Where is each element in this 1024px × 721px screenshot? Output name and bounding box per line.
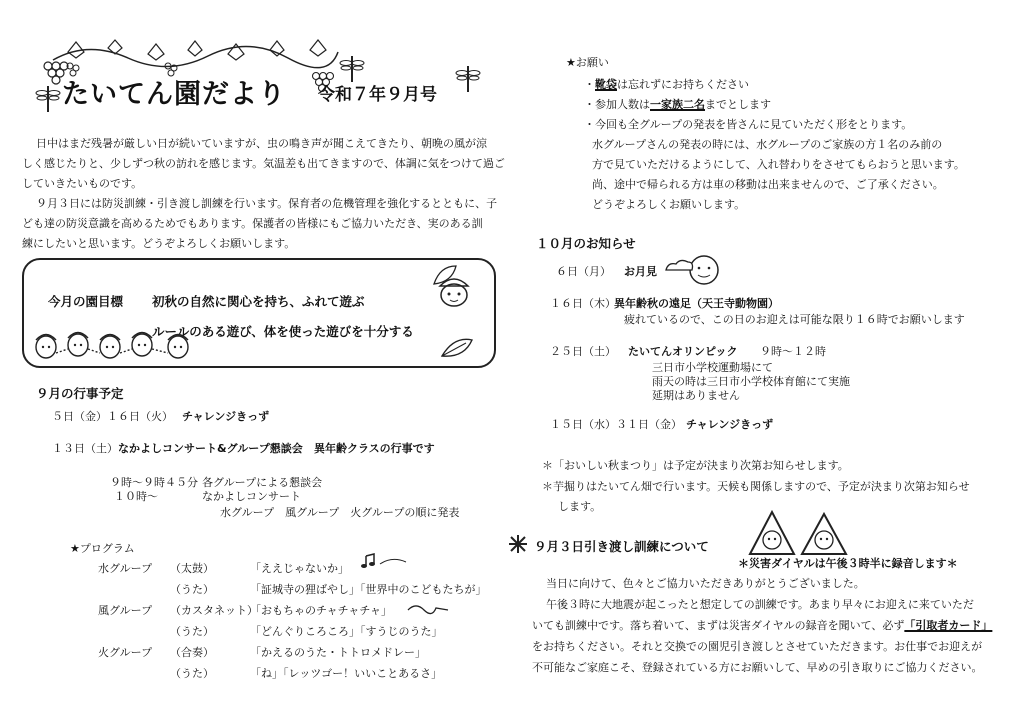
intro-line: していきたいものです。 (22, 177, 143, 190)
schedule-time: １０時～ (114, 490, 158, 503)
dragonfly-icon (456, 64, 480, 94)
october-date: １５日（水）３１日（金） (550, 418, 682, 431)
newsletter-title: たいてん園だより (62, 79, 286, 110)
october-event: チャレンジきっず (686, 418, 774, 431)
october-event: お月見 (624, 265, 657, 278)
program-songs: 「かえるのうた・トトロメドレー」 (250, 646, 426, 659)
pickup-card-label: 「引取者カード」 (904, 619, 993, 632)
october-note: 雨天の時は三日市小学校体育館にて実施 (652, 375, 850, 388)
performance-order-note: 水グループ 風グループ 火グループの順に発表 (220, 506, 460, 519)
program-kind: （太鼓） (170, 562, 214, 575)
intro-line: ９月３日には防災訓練・引き渡し訓練を行います。保育者の危機管理を強化するとともに、子 (36, 197, 498, 210)
squiggle-icon (406, 600, 452, 618)
dragonfly-icon (36, 84, 60, 114)
music-note-icon (360, 552, 410, 572)
request-item: ・靴袋は忘れずにお持ちください (584, 78, 749, 91)
program-heading: ★プログラム (70, 542, 135, 555)
program-songs: 「証城寺の狸ばやし」「世界中のこどもたちが」 (250, 583, 487, 596)
october-note: 延期はありません (652, 389, 740, 402)
goal-line-1: 初秋の自然に関心を持ち、ふれて遊ぶ (152, 294, 365, 309)
issue-date: 令和７年９月号 (318, 85, 437, 105)
program-group: 水グループ (98, 562, 153, 575)
goal-line-2: ルールのある遊び、体を使った遊びを十分する (152, 324, 414, 339)
request-line: 水グループさんの発表の時には、水グループのご家族の方１名のみ前の (592, 138, 943, 151)
schedule-time-desc: なかよしコンサート (202, 490, 301, 503)
schedule-event: チャレンジきっず (182, 410, 270, 423)
request-line: どうぞよろしくお願いします。 (592, 198, 746, 211)
drill-line: いても訓練中です。落ち着いて、まずは災害ダイヤルの録音を聞いて、必ず「引取者カード」 (532, 619, 993, 632)
intro-line: 日中はまだ残暑が厳しい日が続いていますが、虫の鳴き声が聞こえてきたり、朝晩の風が涼 (36, 137, 487, 150)
schedule-date: ５日（金）１６日（火） (52, 410, 173, 423)
october-date: ６日（月） (556, 265, 611, 278)
program-kind: （うた） (170, 583, 214, 596)
intro-line: ども達の防災意識を高めるためでもあります。保護者の皆様にもご協力いただき、実のある訓 (22, 217, 483, 230)
schedule-time-desc: 各グループによる懇談会 (202, 476, 323, 489)
program-group: 火グループ (98, 646, 153, 659)
sparkle-icon (508, 534, 528, 554)
october-footnote: ＊芋掘りはたいてん畑で行います。天候も関係しますので、予定が決まり次第お知らせ (542, 480, 970, 493)
october-note: 疲れているので、この日のお迎えは可能な限り１６時でお願いします (624, 313, 965, 326)
program-songs: 「どんぐりころころ」「すうじのうた」 (250, 625, 443, 638)
drill-line: をお持ちください。それと交換での園児引き渡しとさせていただきます。お仕事でお迎えが (532, 640, 983, 653)
october-footnote: ＊「おいしい秋まつり」は予定が決まり次第お知らせします。 (542, 459, 849, 472)
program-kind: （カスタネット） (170, 604, 258, 617)
leaf-icon (432, 264, 458, 288)
intro-line: しく感じたりと、少しずつ秋の訪れを感じます。気温差も出てきますので、体調に気をつけて過ご (22, 157, 505, 170)
leaf-icon (440, 336, 474, 360)
program-songs: 「ええじゃないか」 (250, 562, 349, 575)
requests-heading: ★お願い (566, 56, 609, 69)
program-kind: （合奏） (170, 646, 214, 659)
program-kind: （うた） (170, 667, 214, 680)
october-event: たいてんオリンピック (628, 345, 738, 358)
october-time: ９時～１２時 (760, 345, 826, 358)
disaster-hood-children-icon (748, 508, 848, 558)
drill-line: 午後３時に大地震が起こったと想定しての訓練です。あまり早々にお迎えに来ていただ (546, 598, 974, 611)
drill-line: 当日に向けて、色々とご協力いただきありがとうございました。 (546, 577, 865, 590)
october-event: 異年齢秋の遠足（天王寺動物園） (614, 297, 779, 310)
october-heading: １０月のお知らせ (536, 236, 636, 251)
drill-line: 不可能なご家庭こそ、登録されている方にお願いして、早めの引き取りにご協力ください。 (532, 661, 983, 674)
october-footnote: します。 (558, 500, 602, 513)
schedule-date: １３日（土） (52, 442, 118, 455)
acorn-children-icon (30, 325, 200, 365)
schedule-event: なかよしコンサート&グループ懇談会 (118, 442, 303, 455)
schedule-note: 異年齢クラスの行事です (314, 442, 435, 455)
september-schedule-heading: ９月の行事予定 (36, 386, 124, 401)
october-date: ２５日（土） (550, 345, 616, 358)
intro-line: 練にしたいと思います。どうぞよろしくお願いします。 (22, 237, 296, 250)
schedule-time: ９時～９時４５分 (110, 476, 198, 489)
program-kind: （うた） (170, 625, 214, 638)
october-date: １６日（木） (550, 297, 616, 310)
drill-heading: ９月３日引き渡し訓練について (534, 539, 709, 554)
disaster-dial-callout: ＊災害ダイヤルは午後３時半に録音します＊ (738, 557, 958, 570)
program-group: 風グループ (98, 604, 153, 617)
request-line: 方で見ていただけるようにして、入れ替わりをさせてもらおうと思います。 (592, 158, 965, 171)
program-songs: 「ね」「レッツゴー！いいことあるさ」 (250, 667, 443, 680)
goal-label: 今月の園目標 (48, 294, 124, 309)
request-line: 尚、途中で帰られる方は車の移動は出来ませんので、ご了承ください。 (592, 178, 944, 191)
october-note: 三日市小学校運動場にて (652, 361, 773, 374)
request-item: ・参加人数は一家族二名までとします (584, 98, 771, 111)
moon-cloud-icon (664, 254, 724, 288)
program-songs: 「おもちゃのチャチャチャ」 (250, 604, 393, 617)
request-item: ・今回も全グループの発表を皆さんに見ていただく形をとります。 (584, 118, 913, 131)
